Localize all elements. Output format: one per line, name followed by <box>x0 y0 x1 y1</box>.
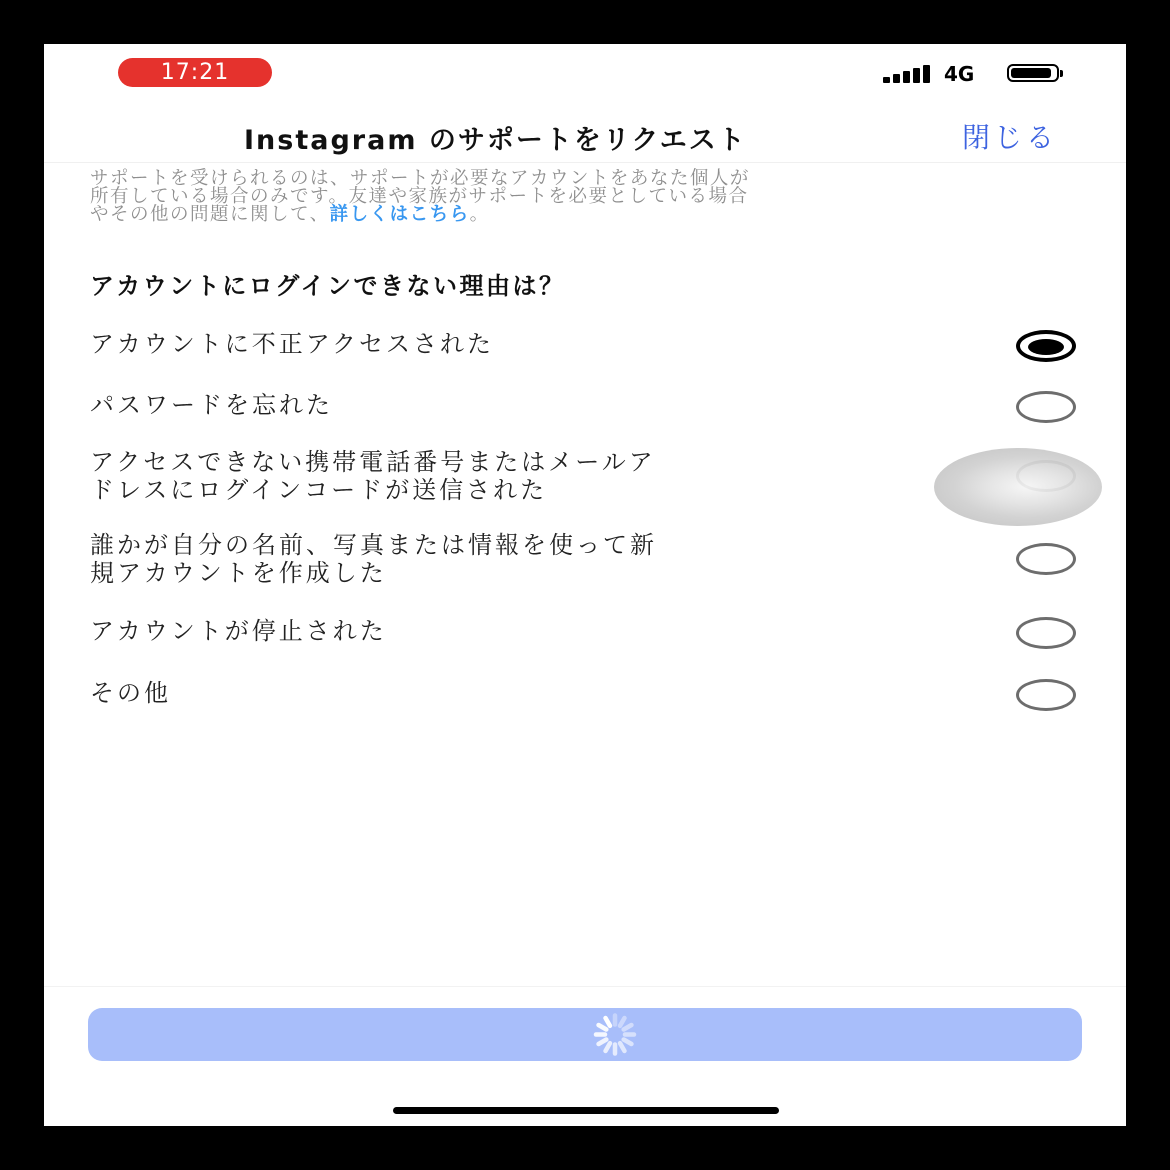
network-type: 4G <box>944 62 975 86</box>
option-label <box>90 391 970 419</box>
battery-icon <box>1007 64 1063 86</box>
option-label-line: ドレスにログインコードが送信された <box>90 476 548 504</box>
intro-line: 所有している場合のみです。友達や家族がサポートを必要としている場合 <box>90 186 749 207</box>
radio-button[interactable] <box>1016 617 1076 649</box>
option-other[interactable] <box>90 679 1090 707</box>
intro-suffix: 。 <box>469 204 490 225</box>
page-title: Instagram のサポートをリクエスト <box>244 125 747 156</box>
option-account-hacked[interactable] <box>90 330 1090 358</box>
option-impersonation[interactable] <box>90 531 1090 587</box>
option-label-line: 誰かが自分の名前、写真または情報を使って新 <box>90 531 657 559</box>
option-label-line: アカウントが停止された <box>90 617 387 645</box>
question-heading: アカウントにログインできない理由は？ <box>90 272 566 300</box>
option-label-line: その他 <box>90 679 171 707</box>
intro-line: サポートを受けられるのは、サポートが必要なアカウントをあなた個人が <box>90 168 750 189</box>
option-label <box>90 679 970 707</box>
submit-button[interactable] <box>88 1008 1082 1061</box>
assistive-touch-button[interactable] <box>934 448 1102 526</box>
divider <box>44 986 1126 987</box>
intro-line <box>90 206 1120 224</box>
option-forgot-password[interactable] <box>90 391 1090 419</box>
option-label <box>90 448 970 504</box>
option-label-line: 規アカウントを作成した <box>90 559 387 587</box>
radio-button[interactable] <box>1016 330 1076 362</box>
loading-spinner-icon <box>585 1008 645 1061</box>
learn-more-link[interactable]: 詳しくはこちら <box>329 204 470 225</box>
close-button[interactable]: 閉じる <box>962 116 1058 156</box>
intro-prefix: やその他の問題に関して、 <box>90 204 330 225</box>
radio-button[interactable] <box>1016 543 1076 575</box>
option-label <box>90 330 970 358</box>
status-time: 17:21 <box>118 58 272 87</box>
header <box>44 106 1126 163</box>
option-label-line: パスワードを忘れた <box>90 391 333 419</box>
option-label-line: アカウントに不正アクセスされた <box>90 330 495 358</box>
option-account-disabled[interactable] <box>90 617 1090 645</box>
support-request-screen <box>44 44 1126 1126</box>
option-label <box>90 531 970 587</box>
radio-button[interactable] <box>1016 679 1076 711</box>
intro-text <box>90 170 1120 224</box>
home-indicator <box>393 1107 779 1114</box>
radio-button[interactable] <box>1016 391 1076 423</box>
option-label <box>90 617 970 645</box>
cellular-signal-icon <box>883 65 931 83</box>
option-label-line: アクセスできない携帯電話番号またはメールア <box>90 448 656 476</box>
